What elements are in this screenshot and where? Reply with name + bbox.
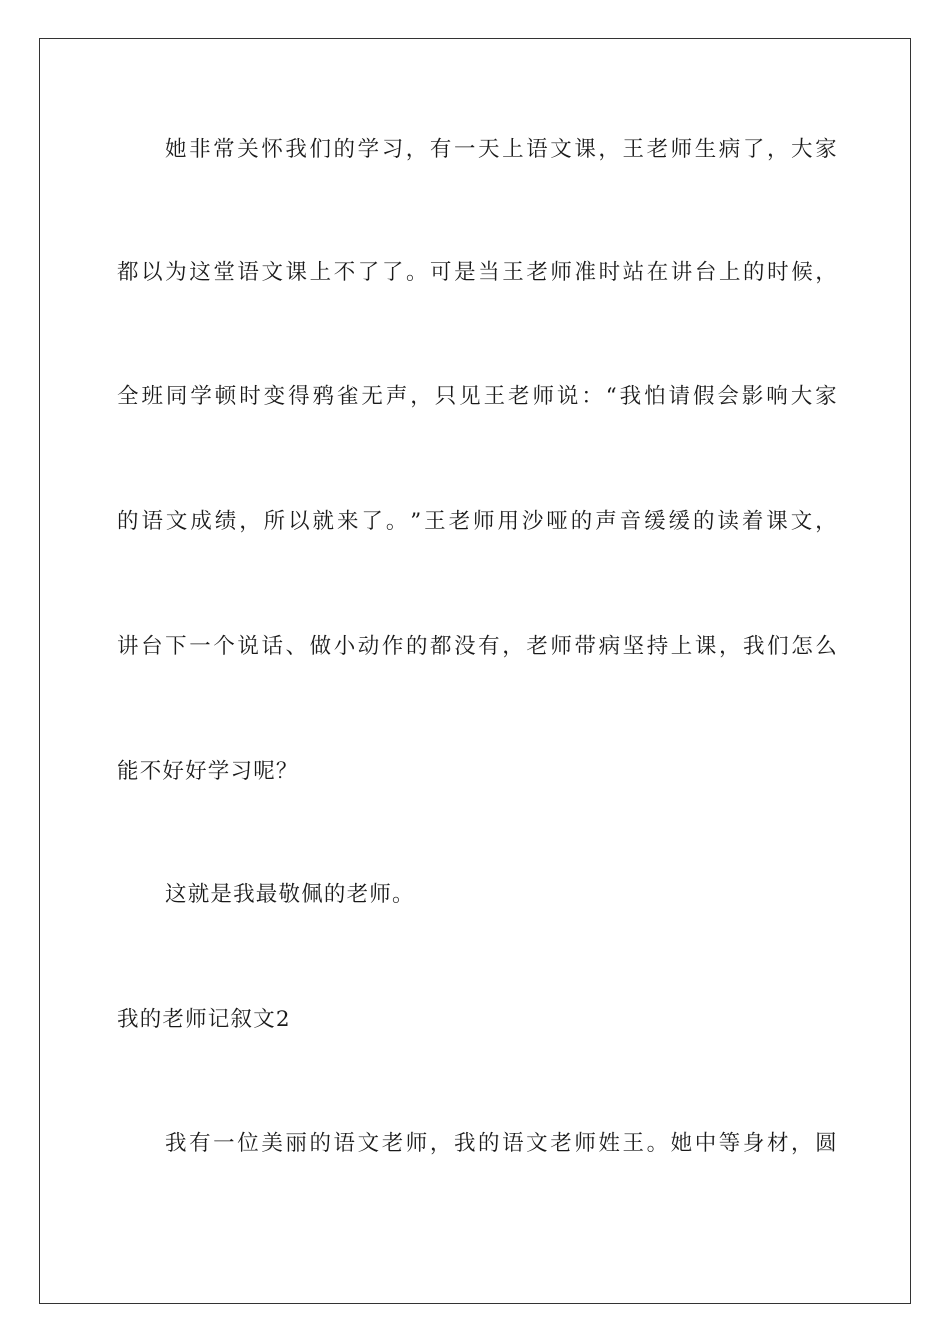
paragraph-line-5: 讲 台 下 一 个 说 话 、 做 小 动 作 的 都 没 有 ， 老 师 带 病 坚 持 上 课 ， 我 们 怎 么 [117,634,837,659]
paragraph-closing-line: 这就是我最敬佩的老师。 [165,882,415,907]
paragraph-line-4: 的 语 文 成 绩 ， 所 以 就 来 了 。 ” 王 老 师 用 沙 哑 的 声 音 缓 缓 的 读 着 课 文 ， [117,509,837,534]
paragraph-line-3: 全 班 同 学 顿 时 变 得 鸦 雀 无 声 ， 只 见 王 老 师 说 ： “ 我 怕 请 假 会 影 响 大 家 [117,384,837,409]
paragraph-line-1: 她 非 常 关 怀 我 们 的 学 习 ， 有 一 天 上 语 文 课 ， 王 老 师 生 病 了 ， 大 家 [165,137,837,162]
page-border [39,38,911,1304]
paragraph-line-2: 都 以 为 这 堂 语 文 课 上 不 了 了 。 可 是 当 王 老 师 准 时 站 在 讲 台 上 的 时 候 ， [117,260,837,285]
paragraph-line-6: 能不好好学习呢？ [117,759,299,784]
section-heading: 我的老师记叙文2 [117,1007,291,1032]
paragraph-line-7: 我 有 一 位 美 丽 的 语 文 老 师 ， 我 的 语 文 老 师 姓 王 。 她 中 等 身 材 ， 圆 [165,1131,837,1156]
